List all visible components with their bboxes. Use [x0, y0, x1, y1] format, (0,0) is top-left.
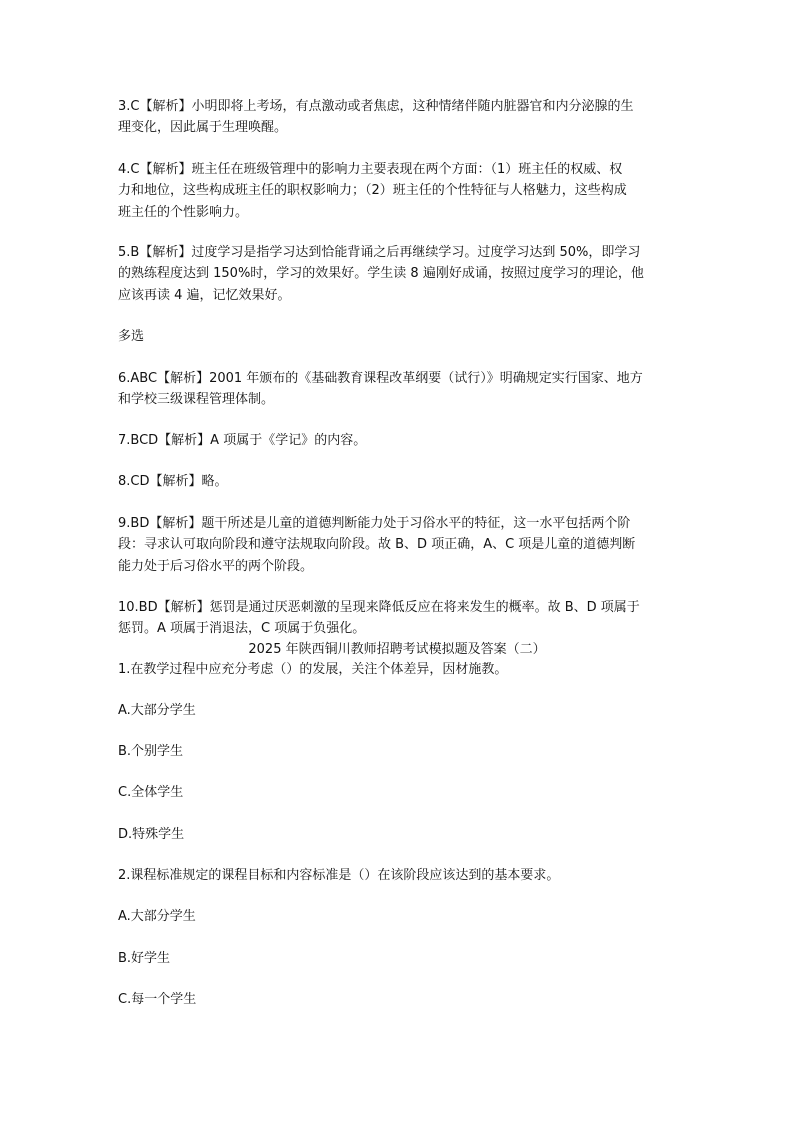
text-line: 6.ABC【解析】2001 年颁布的《基础教育课程改革纲要（试行）》明确规定实行国家、地方: [118, 371, 643, 386]
text-line: 段：寻求认可取向阶段和遵守法规取向阶段。故 B、D 项正确，A、C 项是儿童的道德判断: [118, 537, 636, 553]
answer-3: [118, 96, 698, 139]
section-multi-choice: [118, 326, 698, 347]
text-line: 应该再读 4 遍，记忆效果好。: [118, 287, 291, 303]
q2-option-b: B.好学生: [118, 951, 171, 966]
text-line: 的熟练程度达到 150%时，学习的效果好。学生读 8 遍刚好成诵，按照过度学习的理论，他: [118, 266, 644, 282]
text-line: 5.B【解析】过度学习是指学习达到恰能背诵之后再继续学习。过度学习达到 50%，即学习: [118, 245, 641, 260]
text-line: 班主任的个性影响力。: [118, 204, 249, 220]
text-line: 4.C【解析】班主任在班级管理中的影响力主要表现在两个方面：（1）班主任的权威、权: [118, 162, 623, 177]
text-line: 3.C【解析】小明即将上考场，有点激动或者焦虑，这种情绪伴随内脏器官和内分泌腺的生: [118, 99, 634, 114]
text-line: 惩罚。A 项属于消退法，C 项属于负强化。: [118, 621, 366, 637]
answer-4: [118, 159, 698, 223]
text-line: 9.BD【解析】题干所述是儿童的道德判断能力处于习俗水平的特征，这一水平包括两个阶: [118, 516, 631, 531]
q1-option-d: D.特殊学生: [118, 827, 185, 842]
q1-option-a: A.大部分学生: [118, 703, 196, 718]
q2-option-c: C.每一个学生: [118, 992, 197, 1007]
text-line: 8.CD【解析】略。: [118, 474, 228, 489]
document-title: 2025 年陕西铜川教师招聘考试模拟题及答案（二）: [248, 642, 546, 657]
answer-6: [118, 368, 698, 411]
section-heading: 多选: [118, 329, 145, 344]
question-2: 2.课程标准规定的课程目标和内容标准是（）在该阶段应该达到的基本要求。: [118, 868, 560, 883]
q1-option-b: B.个别学生: [118, 744, 184, 759]
answer-8: [118, 471, 698, 492]
text-line: 7.BCD【解析】A 项属于《学记》的内容。: [118, 433, 367, 448]
answer-7: [118, 430, 698, 451]
answer-5: [118, 242, 698, 306]
answer-10: [118, 597, 698, 640]
text-line: 10.BD【解析】惩罚是通过厌恶刺激的呈现来降低反应在将来发生的概率。故 B、D 项属于: [118, 600, 640, 615]
text-line: 力和地位，这些构成班主任的职权影响力；（2）班主任的个性特征与人格魅力，这些构成: [118, 183, 627, 199]
text-line: 和学校三级课程管理体制。: [118, 392, 275, 408]
text-line: 理变化，因此属于生理唤醒。: [118, 120, 288, 136]
text-line: 能力处于后习俗水平的两个阶段。: [118, 558, 314, 574]
answer-9: [118, 513, 698, 577]
question-1: 1.在教学过程中应充分考虑（）的发展，关注个体差异，因材施教。: [118, 662, 508, 677]
q2-option-a: A.大部分学生: [118, 909, 196, 924]
q1-option-c: C.全体学生: [118, 785, 184, 800]
